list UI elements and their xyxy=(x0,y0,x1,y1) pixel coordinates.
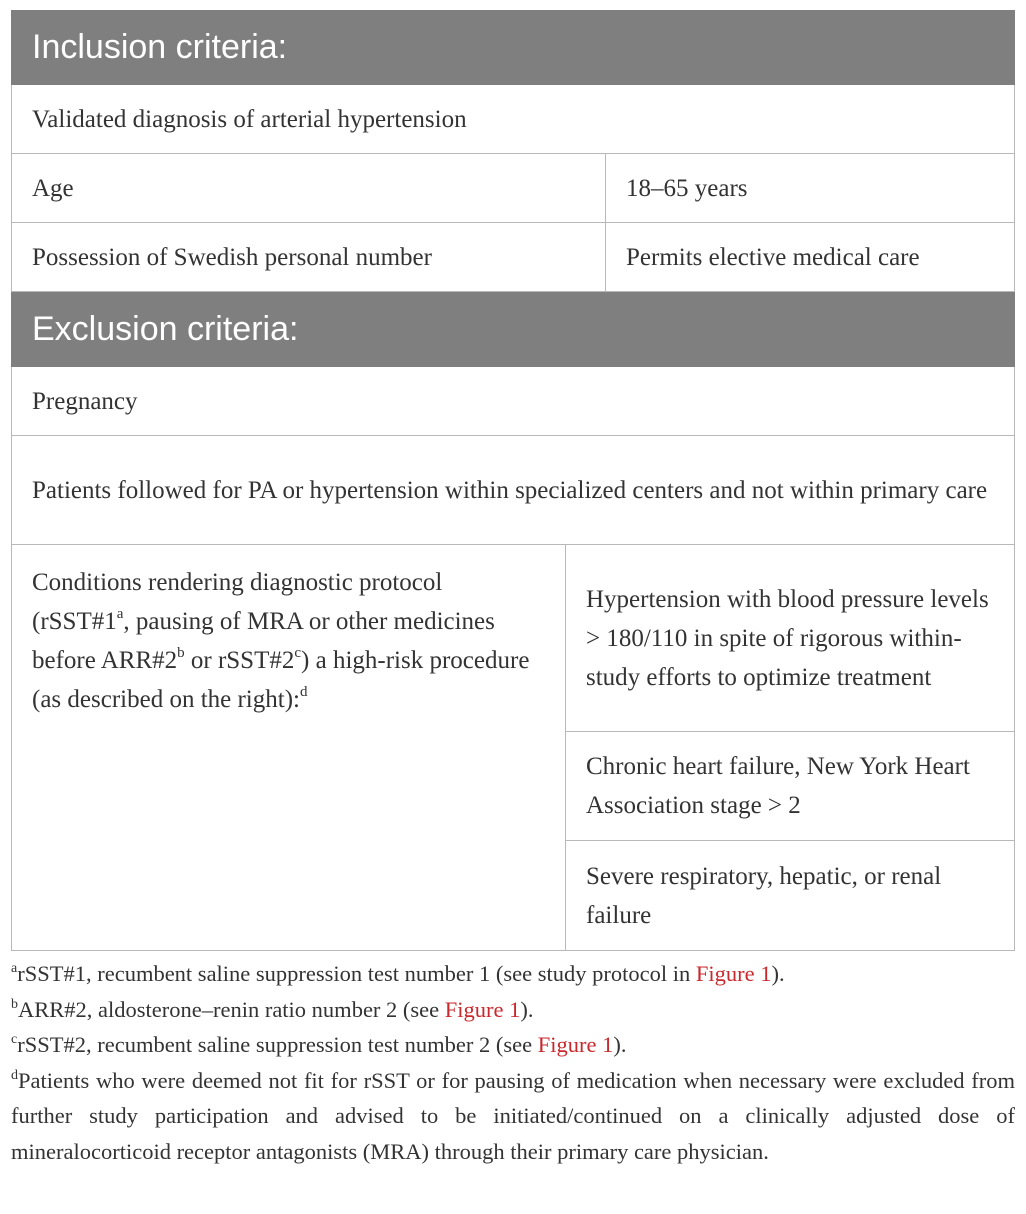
conditions-text-2: , pausing of MRA or other medicines before ARR#2 xyxy=(32,608,495,674)
footnote-a xyxy=(11,956,1015,992)
footnotes xyxy=(11,956,1015,1169)
footnote-mark-a: a xyxy=(116,606,124,622)
conditions-text-4: ) a high-risk procedure (as described on the right): xyxy=(32,647,530,713)
personal-number-value: Permits elective medical care xyxy=(626,243,920,271)
exclusion-row-pregnancy xyxy=(11,367,1015,436)
footnote-d-mark: d xyxy=(11,1067,18,1083)
criteria-table xyxy=(11,10,1015,951)
footnote-b-text: ARR#2, aldosterone–renin ratio number 2 (see xyxy=(18,996,445,1022)
high-risk-list xyxy=(566,545,1014,950)
exclusion-title: Exclusion criteria: xyxy=(32,310,299,348)
footnote-d xyxy=(11,1063,1015,1170)
figure-1-link[interactable]: Figure 1 xyxy=(537,1032,614,1057)
figure-1-link[interactable]: Figure 1 xyxy=(444,996,521,1022)
footnote-c-tail: ). xyxy=(613,1032,627,1057)
footnote-mark-c: c xyxy=(294,645,302,661)
footnote-c-mark: c xyxy=(11,1032,18,1047)
figure-1-link[interactable]: Figure 1 xyxy=(695,961,772,986)
exclusion-header xyxy=(11,292,1015,367)
footnote-a-tail: ). xyxy=(771,961,785,986)
high-risk-item-text: Chronic heart failure, New York Heart Association stage > 2 xyxy=(586,753,970,819)
inclusion-header xyxy=(11,10,1015,85)
footnote-a-mark: a xyxy=(11,961,18,976)
high-risk-item-text: Hypertension with blood pressure levels > 180/110 in spite of rigorous within-study efforts to optimize treatment xyxy=(586,585,989,691)
personal-number-label: Possession of Swedish personal number xyxy=(32,243,432,271)
inclusion-row-diagnosis xyxy=(11,85,1015,154)
footnote-c xyxy=(11,1027,1015,1063)
personal-number-label-cell xyxy=(12,223,606,291)
high-risk-item-heart-failure xyxy=(566,732,1014,841)
pregnancy-text: Pregnancy xyxy=(32,387,138,415)
footnote-b-mark: b xyxy=(11,996,18,1012)
conditions-text-1: Conditions rendering diagnostic protocol (rSST#1 xyxy=(32,569,443,635)
high-risk-item-hypertension xyxy=(566,545,1014,732)
inclusion-diagnosis-text: Validated diagnosis of arterial hypertension xyxy=(32,105,467,133)
footnote-a-text: rSST#1, recumbent saline suppression test number 1 (see study protocol in xyxy=(17,961,696,986)
high-risk-item-text: Severe respiratory, hepatic, or renal failure xyxy=(586,862,942,929)
inclusion-row-age xyxy=(11,154,1015,223)
footnote-mark-d: d xyxy=(299,684,308,700)
exclusion-row-high-risk xyxy=(11,545,1015,951)
age-value-cell xyxy=(606,154,1014,222)
specialized-centers-text: Patients followed for PA or hypertension within specialized centers and not within primary care xyxy=(32,476,988,504)
footnote-b-tail: ). xyxy=(520,996,534,1022)
inclusion-row-personal-number xyxy=(11,223,1015,292)
inclusion-title: Inclusion criteria: xyxy=(32,28,288,66)
personal-number-value-cell xyxy=(606,223,1014,291)
exclusion-row-specialized-centers xyxy=(11,436,1015,545)
footnote-c-text: rSST#2, recumbent saline suppression test number 2 (see xyxy=(17,1032,538,1057)
age-value: 18–65 years xyxy=(626,174,748,202)
high-risk-item-organ-failure xyxy=(566,841,1014,950)
footnote-b xyxy=(11,992,1015,1028)
age-label-cell xyxy=(12,154,606,222)
age-label: Age xyxy=(32,174,74,202)
footnote-mark-b: b xyxy=(177,645,185,661)
footnote-d-text: Patients who were deemed not fit for rSST or for pausing of medication when necessary were excluded from further study participation and advised to be initiated/continued on a clinically adjusted dose of mineralocorticoid receptor antagonists (MRA) through their primary care physician. xyxy=(11,1067,1015,1164)
high-risk-conditions-cell xyxy=(12,545,566,950)
conditions-text-3: or rSST#2 xyxy=(184,647,295,674)
